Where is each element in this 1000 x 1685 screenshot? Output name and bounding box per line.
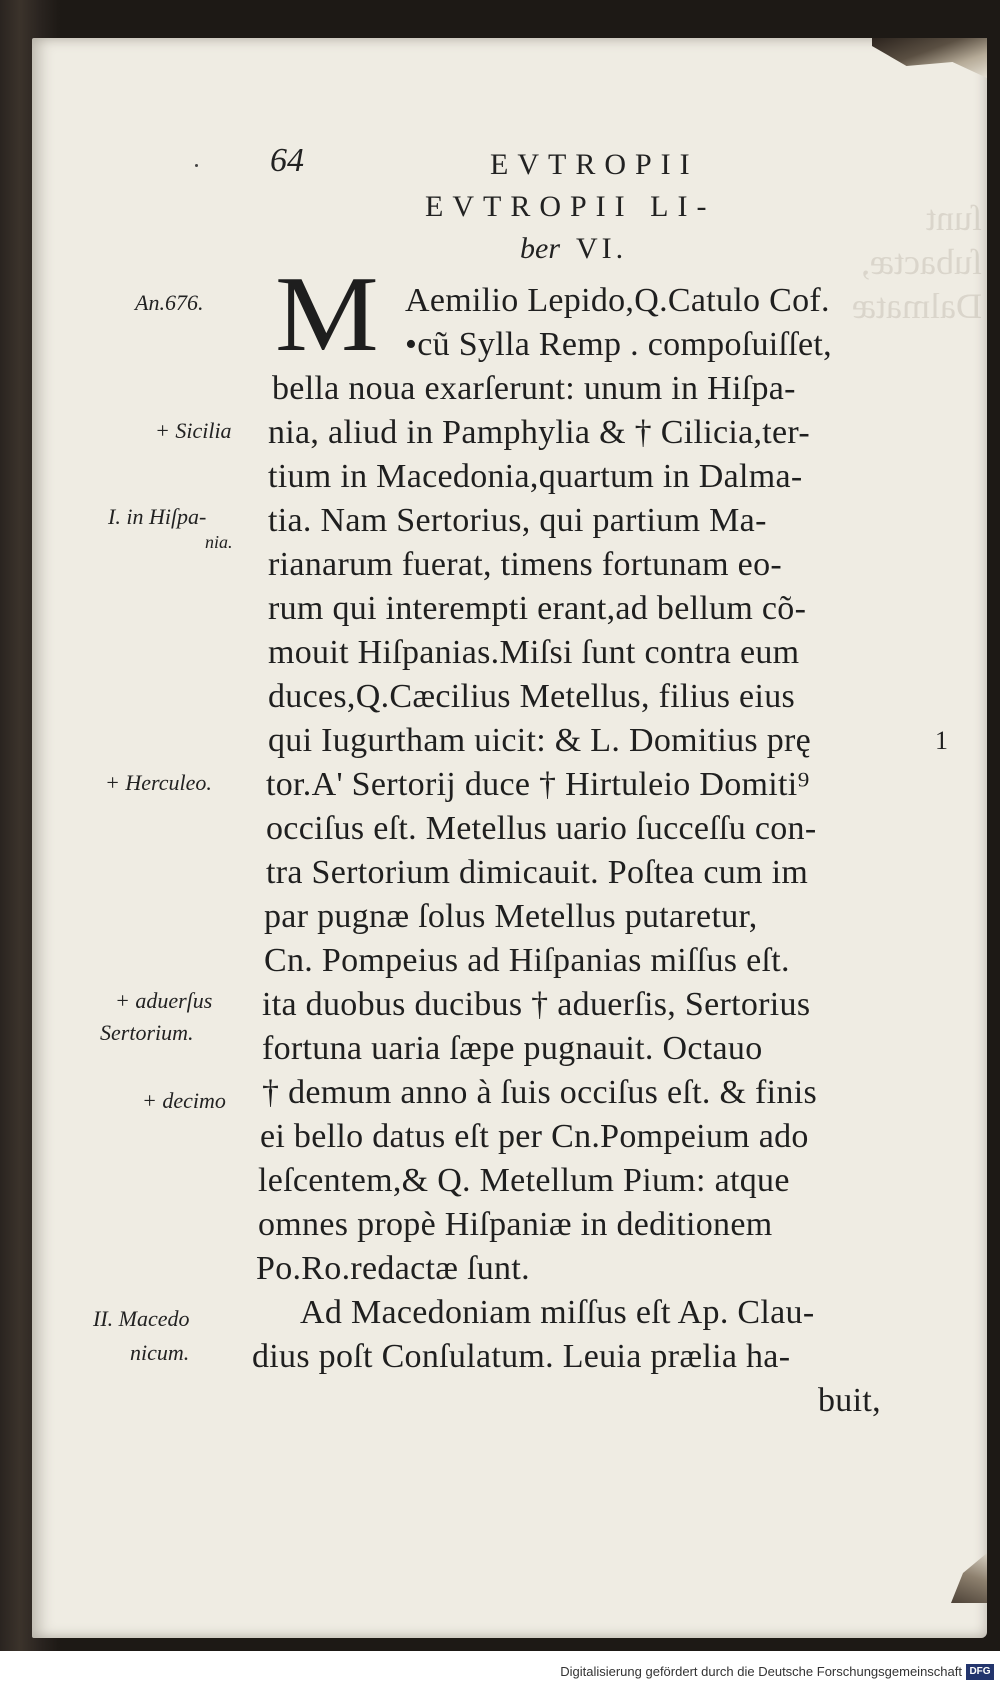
running-head: EVTROPII — [490, 148, 699, 181]
body-line: Aemilio Lepido,Q.Catulo Cof. — [405, 282, 830, 319]
margin-note-year: An.676. — [135, 290, 204, 315]
stray-dot — [195, 164, 198, 167]
margin-note: I. in Hiſpa- — [108, 504, 207, 529]
footer-credit: Digitalisierung gefördert durch die Deutsche Forschungsgemeinschaft — [560, 1664, 962, 1679]
margin-note: + Herculeo. — [105, 770, 212, 795]
page-corner-damage — [872, 38, 987, 78]
body-line: dius poſt Conſulatum. Leuia prælia ha- — [252, 1338, 791, 1375]
body-line: ei bello datus eſt per Cn.Pompeium ado — [260, 1118, 809, 1155]
margin-note: + decimo — [142, 1088, 226, 1113]
margin-note: II. Macedo — [93, 1306, 190, 1331]
body-line: tium in Macedonia,quartum in Dalma- — [268, 458, 803, 495]
body-line: Po.Ro.redactæ ſunt. — [256, 1250, 530, 1287]
body-line: qui Iugurtham uicit: & L. Domitius prę — [268, 722, 812, 759]
body-line: Cn. Pompeius ad Hiſpanias miſſus eſt. — [264, 942, 790, 979]
margin-note: + Sicilia — [155, 418, 232, 443]
body-line: mouit Hiſpanias.Miſsi ſunt contra eum — [268, 634, 800, 671]
body-line: fortuna uaria ſæpe pugnauit. Octauo — [262, 1030, 763, 1067]
margin-note: nicum. — [130, 1340, 190, 1365]
body-line: Ad Macedoniam miſſus eſt Ap. Clau- — [300, 1294, 815, 1331]
body-line: nia, aliud in Pamphylia & † Cilicia,ter- — [268, 414, 810, 451]
footer-bar — [0, 1651, 1000, 1685]
page-header — [0, 142, 1000, 192]
body-line: ita duobus ducibus † aduerſis, Sertorius — [262, 986, 811, 1023]
chapter-title-italic: ber — [520, 232, 560, 265]
body-line: tia. Nam Sertorius, qui partium Ma- — [268, 502, 767, 539]
body-line: rianarum fuerat, timens fortunam eo- — [268, 546, 782, 583]
page-corner-damage-bottom — [927, 1553, 987, 1603]
page-number: 64 — [270, 142, 304, 179]
body-line: par pugnæ ſolus Metellus putaretur, — [264, 898, 758, 935]
body-line: † demum anno à ſuis occiſus eſt. & finis — [262, 1074, 817, 1111]
chapter-title-line-1: EVTROPII LI- — [425, 190, 716, 223]
show-through-text: ſunt ſubactæ, Dalmatæ — [852, 198, 982, 326]
body-line: •cũ Sylla Remp . compoſuiſſet, — [405, 326, 832, 363]
body-line: leſcentem,& Q. Metellum Pium: atque — [258, 1162, 790, 1199]
body-line: omnes propè Hiſpaniæ in deditionem — [258, 1206, 773, 1243]
margin-note: Sertorium. — [100, 1020, 194, 1045]
body-line: buit, — [818, 1382, 881, 1419]
body-line: tra Sertorium dimicauit. Poſtea cum im — [266, 854, 809, 891]
chapter-title-line-2 — [520, 232, 627, 266]
body-line: rum qui interempti erant,ad bellum cõ- — [268, 590, 807, 627]
body-line: duces,Q.Cæcilius Metellus, filius eius — [268, 678, 796, 715]
body-line: tor.A' Sertorij duce † Hirtuleio Domiti⁹ — [266, 766, 810, 803]
margin-note: + aduerſus — [115, 988, 213, 1013]
margin-note: nia. — [205, 532, 233, 552]
body-line: bella noua exarſerunt: unum in Hiſpa- — [272, 370, 796, 407]
body-line: occiſus eſt. Metellus uario ſucceſſu con- — [266, 810, 817, 847]
stray-mark: 1 — [935, 726, 949, 755]
dfg-logo: DFG — [966, 1664, 994, 1680]
drop-cap: M — [275, 255, 379, 374]
chapter-title-roman: VI. — [576, 232, 628, 265]
